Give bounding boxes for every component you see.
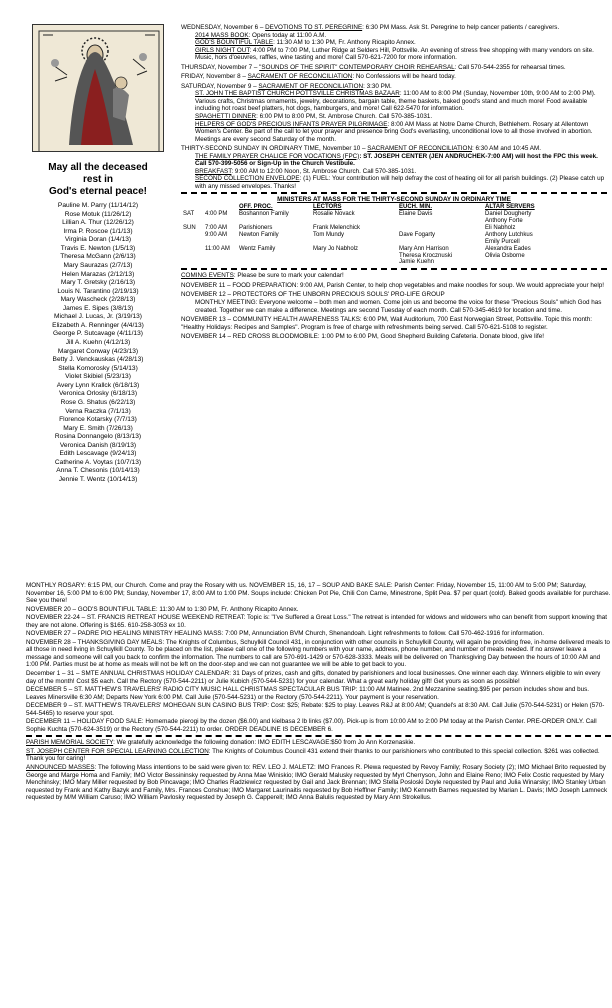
madonna-icon-image [32, 24, 164, 152]
ministers-cell: Tom Mundy [313, 231, 345, 238]
deceased-name: Pauline M. Parry (11/14/12) [57, 202, 139, 209]
deceased-name: Violet Skibiel (5/23/13) [65, 373, 131, 381]
deceased-name: Florence Kotarsky (7/7/13) [59, 416, 137, 424]
ministers-cell [397, 225, 483, 232]
sjc-collection: ST. JOSEPH CENTER FOR SPECIAL LEARNING COLLECTION: The Knights of Columbus Council 431 extend their thanks to our parishioners who contributed to this special collection. $261 was collected. Thank you for caring! [26, 747, 600, 763]
event-heading: NOVEMBER 28 – THANKSGIVING DAY MEALS [26, 638, 163, 646]
event-nov11: NOVEMBER 11 – FOOD PREPARATION: 9:00 AM, Parish Center, to help chop vegetables and make noodles for soup. We would appreciate your help! [181, 281, 605, 289]
deceased-name: Verna Raczka (7/1/13) [65, 407, 131, 415]
ministers-row [181, 225, 607, 232]
sunday-entry: THIRTY-SECOND SUNDAY IN ORDINARY TIME, November 10 – SACRAMENT OF RECONCILIATION: 6:30 AM and 10:45 AM. THE FAMILY PRAYER CHALICE FOR VOCATIONS (FPC): ST. JOSEPH CENTER (JEN ANDRUCHEK-7:00 AM) will host the FPC this week. Call 570-399-5056 or Sign-Up in the Church Vestibule. BREAKFAST: 9:00 AM to 12:00 Noon, St. Ambrose Church. Call 570-385-1031. SECOND COLLECTION ENVELOPE: (1) FUEL: Your contribution will help defray the cost of heating oil for all parish buildings. (2) Please catch up with any missed envelopes. Thanks! [181, 145, 605, 190]
deceased-name: Michael J. Lucas, Jr. (3/19/13) [54, 313, 142, 321]
deceased-name: Mary Saurazas (2/7/13) [63, 261, 133, 269]
event-text: : The Knights of Columbus, Schuylkill Council 431, in conjunction with other councils in Schuylkill County, will again be providing free, in-home delivered meals to all those in need living in Schuylkill County. To be placed on the list, please call one of the following numbers with your name, address, phone number, and number of meals needed. If no answer leave a message and someone will call you back to confirm the information. The numbers to call are 570-691-1429 or 570-628-3333. Meals will be delivered on Thanksgiving Day between the hours of 10:00 AM and 1:00 PM. Parties must be at home as meals will not be left on the door-step and we can not guarantee we will be able to get back to you. [26, 638, 610, 669]
ministers-cell: Daniel Dougherty Anthony Forte [485, 211, 532, 225]
event-heading: DECEMBER 11 – HOLIDAY FOOD SALE [26, 718, 142, 726]
announced-masses: ANNOUNCED MASSES: The following Mass intentions to be said were given to: REV. LEO J. MALETZ: IMO Frances R. Plewa requested by Revoy Family; Rosary Society (2); IMO Michael Brito requested by George and Marge Homa and Family; IMO Victor Bessininsky requested by Anna Mae Winiskio; IMO Gerald Malusky requested by Myrl Cherryson, John and Elaine Reno; IMO Felix Costic requested by Mary Menchinsky; IMO Mary Miller requested by Bob Pincavage; IMO Charles Radziewicz requested by Gail and Jack Brennan; IMO Stella Posloski Doyle requested by Paul and Julia Winarsky; IMO Stanley Urban requested by Frank and Kathy Bazyk and Family, Mrs. Frances Conshue; IMO Margaret Laurinaitis requested by Bob Hefflner Family; IMO Kenneth Barnes requested by Marian L. Davis; IMO Joseph Lamneck requested by M/M William Caruso; IMO William Pavlosky requested by Joseph G. Capperell; IMO Anna Balulis requested by Mary Ann Strokellus. [26, 764, 608, 802]
event-text: : Cost: $25; Rebate: $25 to play. Leaves R&J at 8:00 AM; Quandel's at 8:30 AM. Call Julie (570-544-5231) or Helen (570-544-5465) to reserve your spot. [26, 702, 605, 717]
weekly-schedule [181, 24, 607, 343]
ministers-row [181, 211, 607, 225]
deceased-name: Irma P. Roscoe (1/1/13) [63, 227, 133, 235]
divider [181, 192, 607, 194]
event-text: : 11:30 AM to 1:30 PM, Fr. Anthony Ricapito Annex. [155, 605, 299, 613]
deceased-name: Betty J. Venckauskas (4/28/13) [52, 356, 144, 364]
deceased-name: Stella Komorosky (5/14/13) [58, 364, 138, 372]
ministers-cell: Mary Jo Nabholz [313, 245, 359, 252]
ministers-cell: Newton Family [239, 231, 279, 238]
deceased-name: Edith Lescavage (9/24/13) [59, 450, 137, 458]
ministers-cell: Alexandra Eades Olivia Osborne [485, 245, 531, 259]
memorial-society: PARISH MEMORIAL SOCIETY: We gratefully acknowledge the following donation: IMO EDITH LESCAVAGE:$50 from Jo Ann Korzenaskie. [26, 739, 416, 747]
event-entry [26, 670, 611, 685]
deceased-name: George P. Sutcavage (4/11/13) [53, 330, 143, 338]
ministers-cell: 11:00 AM [205, 245, 230, 252]
deceased-name: Anna T. Chesonis (10/14/13) [56, 467, 140, 475]
event-entry [26, 606, 611, 614]
ministers-cell: Boshannon Family [239, 211, 289, 218]
ministers-cell: 7:00 AM [205, 225, 228, 231]
ministers-title: MINISTERS AT MASS FOR THE THIRTY-SECOND SUNDAY IN ORDINARY TIME [277, 196, 511, 204]
event-text: : 7:00 PM, Annunciation BVM Church, Shenandoah. Light refreshments to follow. Call 570-462-1916 for information. [221, 630, 544, 638]
deceased-name: Travis E. Newton (1/5/13) [60, 244, 136, 252]
event-text: : Topic is: "I've Suffered a Great Loss." The retreat is intended for widows and widowers who can benefit from support knowing that they are not alone. Offering is $165. 610-258-3053 ex 10. [26, 614, 608, 629]
event-entry [26, 582, 611, 605]
deceased-name: Rosina Donnangelo (8/13/13) [54, 433, 142, 441]
ministers-cell: Parishioners [239, 225, 273, 231]
deceased-name: Catherine A. Voytas (10/7/13) [54, 458, 142, 466]
deceased-name: Virginia Doran (1/4/13) [64, 236, 132, 244]
event-entry [26, 614, 611, 629]
deceased-name: Elizabeth A. Renninger (4/4/13) [52, 321, 144, 329]
event-nov14: NOVEMBER 14 – RED CROSS BLOODMOBILE: 1:00 PM to 6:00 PM, Good Shepherd Building Cafeteria. Donate blood, give life! [181, 333, 544, 341]
deceased-name: Rose G. Shatus (6/22/13) [60, 398, 136, 406]
ministers-header-row: OFF. PROC. LECTORS EUCH. MIN. ALTAR SERVERS [239, 204, 535, 211]
dedication-heading: May all the deceased rest in God's eternal peace! [48, 162, 148, 197]
divider [26, 735, 611, 737]
ministers-cell: Dave Fogarty [399, 231, 436, 238]
event-text: : 6:15 PM, our Church. Come and pray the Rosary with us. NOVEMBER 15, 16, 17 – SOUP AND BAKE SALE: Parish Center: Friday, November 15, 11:00 AM to 5:00 PM; Saturday, November 16, 5:00 PM to 6:00 PM; Sunday, November 17, 8:00 AM to 1:00 PM. Soups include: Chicken Pot Pie, Chili Con Carne, Minestrone, Split Pea. $7 per quart (cold). Baked goods available for purchase. See you there! [26, 582, 611, 605]
deceased-name: Avery Lynn Krallck (6/18/13) [56, 381, 140, 389]
events-full-width [26, 582, 611, 803]
ministers-table [181, 204, 607, 266]
deceased-name: Helen Marazas (2/12/13) [61, 270, 135, 278]
wednesday-entry: WEDNESDAY, November 6 – DEVOTIONS TO ST. PEREGRINE: 6:30 PM Mass. Ask St. Peregrine to help cancer patients / caregivers. 2014 MASS BOOK: Opens today at 11:00 A.M. GOD'S BOUNTIFUL TABLE: 11:30 AM to 1:30 PM, Fr. Anthony Ricapito Annex. GIRLS NIGHT OUT: 4:00 PM to 7:00 PM, Luther Ridge at Selders Hill, Pottsville. An evening of stress free shopping with many vendors on site. Music, hors d'oeuvres, raffles, wine tasting and more! Call 570-621-7200 for more information. [181, 24, 594, 62]
event-nov12: NOVEMBER 12 – PROTECTORS OF THE UNBORN PRECIOUS SOULS' PRO-LIFE GROUP MONTHLY MEETING: Everyone welcome – both men and women. Come join us and become the voice for these "Precious Souls" which God has created. Together we can make a difference. Meetings are second Tuesday of each month. Call 570-345-4619 for location and time. [181, 291, 602, 314]
deceased-name: Mary Wascheck (2/28/13) [60, 296, 136, 304]
ministers-row [181, 246, 607, 267]
ministers-cell: Wentz Family [239, 245, 276, 252]
event-text: : 11:00 AM Matinee. 2nd Mezzanine seating.$95 per person includes show and bus. Leaves Minersville 6:30 AM; Departs New York 6:00 PM. Call Julie (570-544-5231) or the Rectory (570-544-2211). Your payment is your reservation. [26, 686, 590, 701]
event-heading: NOVEMBER 27 – PADRE PIO HEALING MINISTRY HEALING MASS [26, 630, 222, 638]
event-entry [26, 702, 611, 717]
ministers-cell: Eli Nabholz [485, 225, 516, 231]
deceased-list [26, 202, 170, 485]
deceased-name: Veronica Orlosky (6/18/13) [58, 390, 138, 398]
deceased-name: Mary E. Smith (7/26/13) [63, 424, 133, 432]
event-heading: NOVEMBER 22-24 – ST. FRANCIS RETREAT HOUSE WEEKEND RETREAT [26, 614, 244, 622]
friday-entry: FRIDAY, November 8 – SACRAMENT OF RECONCILIATION: No Confessions will be heard today. [181, 73, 456, 81]
event-text: : Homemade pierogi by the dozen ($6.00) and kielbasa 2 lb links ($7.00). Pick-up is from 10:00 AM to 2:00 PM today at the Parish Center. PRE-ORDER ONLY. Call Sophie Kuchta (570-624-3519) or the Rectory (570-544-2211) to order. ORDER DEADLINE IS DECEMBER 6. [26, 718, 597, 733]
deceased-name: Rose Motuk (11/26/12) [64, 210, 132, 218]
ministers-cell: Mary Ann Harrison Theresa Krocznuski Jamie Kuehn [399, 245, 453, 266]
deceased-name: Mary T. Gretsky (2/16/13) [60, 279, 136, 287]
event-entry [26, 686, 611, 701]
deceased-name: Margaret Conway (4/23/13) [57, 347, 139, 355]
madonna-icon [33, 25, 164, 152]
event-heading: DECEMBER 5 – ST. MATTHEW'S TRAVELERS' RADIO CITY MUSIC HALL CHRISTMAS SPECTACULAR BUS TRIP [26, 686, 356, 694]
deceased-name: Veronica Danish (8/19/13) [59, 441, 137, 449]
saturday-entry: SATURDAY, November 9 – SACRAMENT OF RECONCILIATION: 3:30 PM. ST. JOHN THE BAPTIST CHURCH POTTSVILLE CHRISTMAS BAZAAR: 11:00 AM to 8:00 PM (Sunday, November 10th, 9:00 AM to 2:00 PM). Various crafts, Christmas ornaments, jewelry, decorations, bargain table, theme baskets, baked good's stand and much more! Food available including hot roast beef platters, hot dogs, hamburgers, and more! Call 622-5470 for information. SPAGHETTI DINNER: 6:00 PM to 8:00 PM, St. Ambrose Church. Call 570-385-1031. HELPERS OF GOD'S PRECIOUS INFANTS PRAYER PILGRIMAGE: 8:00 AM Mass at Notre Dame Church, Bethlehem. Rosary at Allentown Women's Center. Be part of the call to let your prayer and presence bring God's everlasting, unconditional love to all those involved in abortion. Meetings are every second Saturday of the month. [181, 82, 596, 143]
ministers-row [181, 232, 607, 246]
event-nov13: NOVEMBER 13 – COMMUNITY HEALTH AWARENESS TALKS: 6:00 PM, Wall Auditorium, 700 East Norwegian Street, Pottsville. Topic this month: "Healthy Holidays: Recipes and Samples". Program is free of charge with refreshments being served. Call 570-621-5108 to register. [181, 316, 592, 331]
ministers-cell: SAT [183, 211, 195, 218]
ministers-cell: Rosalie Novack [313, 211, 355, 218]
event-entry [26, 718, 611, 733]
ministers-cell: 9:00 AM [205, 231, 228, 238]
deceased-name: Jennie T. Wentz (10/14/13) [58, 476, 138, 483]
deceased-name: James E. Sipes (3/8/13) [62, 304, 134, 312]
ministers-cell: Elaine Davis [399, 211, 433, 218]
ministers-cell [181, 246, 203, 267]
ministers-cell: SUN [183, 225, 196, 231]
ministers-cell [181, 232, 203, 246]
event-entry [26, 639, 611, 669]
event-heading: MONTHLY ROSARY [26, 582, 85, 589]
deceased-name: Theresa McGann (2/6/13) [60, 253, 136, 261]
divider [181, 268, 607, 270]
thursday-entry: THURSDAY, November 7 – "SOUNDS OF THE SPIRIT" CONTEMPORARY CHOIR REHEARSAL: Call 570-544-2355 for rehearsal times. [181, 63, 566, 71]
ministers-cell: Anthony Lutchkus Emily Purcell [485, 231, 533, 245]
dedication-column [26, 24, 170, 485]
deceased-name: Lillian A. Thur (12/26/12) [62, 219, 134, 227]
event-heading: DECEMBER 9 – ST. MATTHEW'S TRAVELERS' MOHEGAN SUN CASINO BUS TRIP [26, 702, 268, 710]
event-heading: December 1 – 31 – SMTE ANNUAL CHRISTMAS HOLIDAY CALENDAR [26, 670, 230, 678]
deceased-name: Jill A. Kuehn (4/12/13) [65, 339, 131, 346]
event-entry [26, 630, 611, 638]
event-heading: NOVEMBER 20 – GOD'S BOUNTIFUL TABLE [26, 605, 156, 613]
coming-events: COMING EVENTS: Please be sure to mark your calendar! [181, 272, 344, 280]
event-text: : 31 Days of prizes, cash and gifts, donated by parishioners and local businesses. One winner each day. Winners eligible to win every day of the month! Cost $5 each. Call the Rectory (570-544-2211) or Julie Kubich (570-544-5231) for your calendar. What a great early holiday gift! Get yours as soon as possible! [26, 670, 601, 685]
ministers-cell: 4:00 PM [205, 211, 228, 218]
deceased-name: Louis N. Tarantino (2/19/13) [57, 287, 139, 295]
ministers-cell: Frank Melenchick [313, 225, 361, 231]
